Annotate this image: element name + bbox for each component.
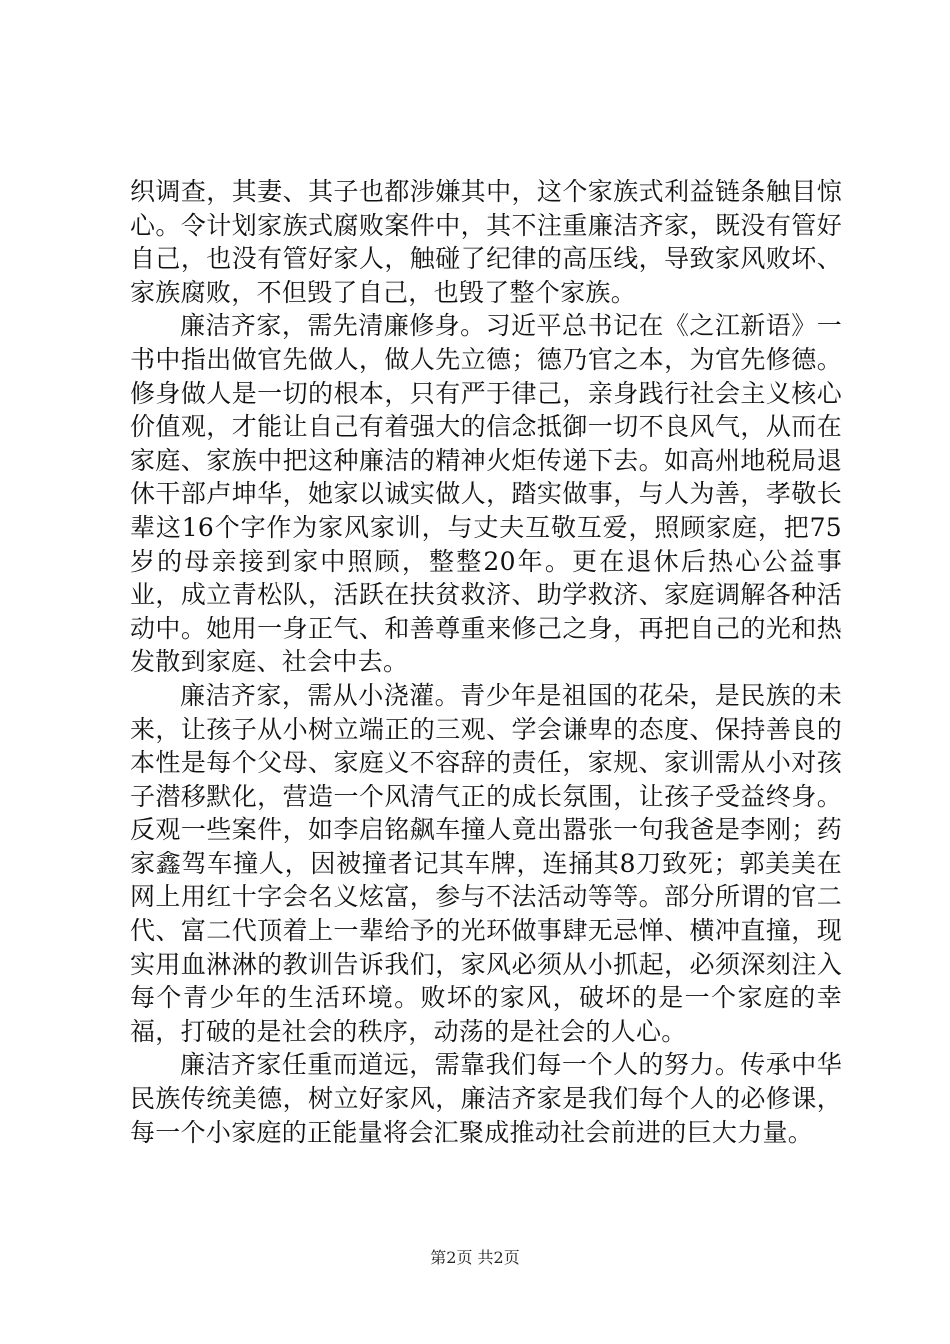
document-body [130,175,842,1149]
paragraph-2: 廉洁齐家，需先清廉修身。习近平总书记在《之江新语》一书中指出做官先做人，做人先立德；德乃官之本，为官先修德。修身做人是一切的根本，只有严于律己，亲身践行社会主义核心价值观，才能让自己有着强大的信念抵御一切不良风气，从而在家庭、家族中把这种廉洁的精神火炬传递下去。如高州地税局退休干部卢坤华，她家以诚实做人，踏实做事，与人为善，孝敬长辈这16个字作为家风家训，与丈夫互敬互爱，照顾家庭，把75岁的母亲接到家中照顾，整整20年。更在退休后热心公益事业，成立青松队，活跃在扶贫救济、助学救济、家庭调解各种活动中。她用一身正气、和善尊重来修己之身，再把自己的光和热发散到家庭、社会中去。 [130,311,842,677]
paragraph-4: 廉洁齐家任重而道远，需靠我们每一个人的努力。传承中华民族传统美德，树立好家风，廉洁齐家是我们每个人的必修课，每一个小家庭的正能量将会汇聚成推动社会前进的巨大力量。 [130,1050,842,1147]
paragraph-1: 织调查，其妻、其子也都涉嫌其中，这个家族式利益链条触目惊心。令计划家族式腐败案件中，其不注重廉洁齐家，既没有管好自己，也没有管好家人，触碰了纪律的高压线，导致家风败坏、家族腐败，不但毁了自己，也毁了整个家族。 [130,177,842,307]
page-footer: 第2页 共2页 [430,1248,520,1267]
paragraph-3: 廉洁齐家，需从小浇灌。青少年是祖国的花朵，是民族的未来，让孩子从小树立端正的三观、学会谦卑的态度、保持善良的本性是每个父母、家庭义不容辞的责任，家规、家训需从小对孩子潜移默化，营造一个风清气正的成长氛围，让孩子受益终身。反观一些案件，如李启铭飙车撞人竟出嚣张一句我爸是李刚；药家鑫驾车撞人，因被撞者记其车牌，连捅其8刀致死；郭美美在网上用红十字会名义炫富，参与不法活动等等。部分所谓的官二代、富二代顶着上一辈给予的光环做事肆无忌惮、横冲直撞，现实用血淋淋的教训告诉我们，家风必须从小抓起，必须深刻注入每个青少年的生活环境。败坏的家风，破坏的是一个家庭的幸福，打破的是社会的秩序，动荡的是社会的人心。 [130,680,842,1046]
